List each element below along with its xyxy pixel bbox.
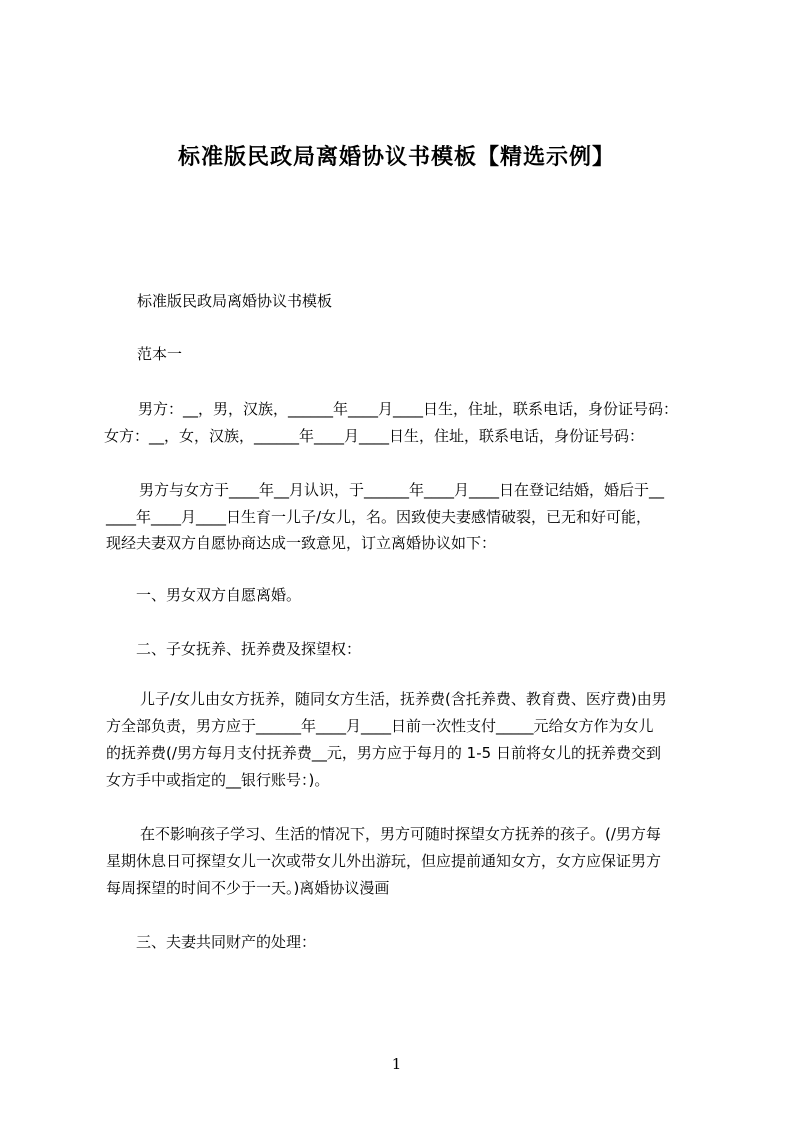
intro-line: ____年____月____日生育一儿子/女儿，名。因致使夫妻感情破裂，已无和好可能， <box>106 508 652 526</box>
male-party-line: 男方：__，男，汉族，______年____月____日生，住址，联系电话，身份证号码： <box>138 400 679 418</box>
custody-line: 的抚养费(/男方每月支付抚养费__元，男方应于每月的 1-5 日前将女儿的抚养费交到 <box>106 744 661 762</box>
intro-line: 现经夫妻双方自愿协商达成一致意见，订立离婚协议如下： <box>106 534 497 552</box>
clause-three: 三、夫妻共同财产的处理： <box>136 933 317 951</box>
page-number: 1 <box>391 1055 402 1073</box>
sample-label: 范本一 <box>137 345 183 363</box>
document-title: 标准版民政局离婚协议书模板【精选示例】 <box>177 145 615 170</box>
clause-two: 二、子女抚养、抚养费及探望权： <box>136 640 362 658</box>
female-party-line: 女方：__，女，汉族，______年____月____日生，住址，联系电话，身份证号码： <box>104 427 645 445</box>
visitation-line: 星期休息日可探望女儿一次或带女儿外出游玩，但应提前通知女方，女方应保证男方 <box>106 852 662 870</box>
custody-line: 方全部负责，男方应于______年____月____日前一次性支付_____元给女方作为女儿 <box>106 717 654 735</box>
document-subtitle: 标准版民政局离婚协议书模板 <box>137 292 333 310</box>
visitation-line: 在不影响孩子学习、生活的情况下，男方可随时探望女方抚养的孩子。(/男方每 <box>140 825 661 843</box>
visitation-line: 每周探望的时间不少于一天。)离婚协议漫画 <box>106 879 390 897</box>
custody-line: 儿子/女儿由女方抚养，随同女方生活，抚养费(含托养费、教育费、医疗费)由男 <box>140 690 667 708</box>
clause-one: 一、男女双方自愿离婚。 <box>136 586 302 604</box>
intro-line: 男方与女方于____年__月认识，于______年____月____日在登记结婚，婚后于__ <box>139 481 665 499</box>
custody-line: 女方手中或指定的__银行账号：)。 <box>106 771 330 789</box>
